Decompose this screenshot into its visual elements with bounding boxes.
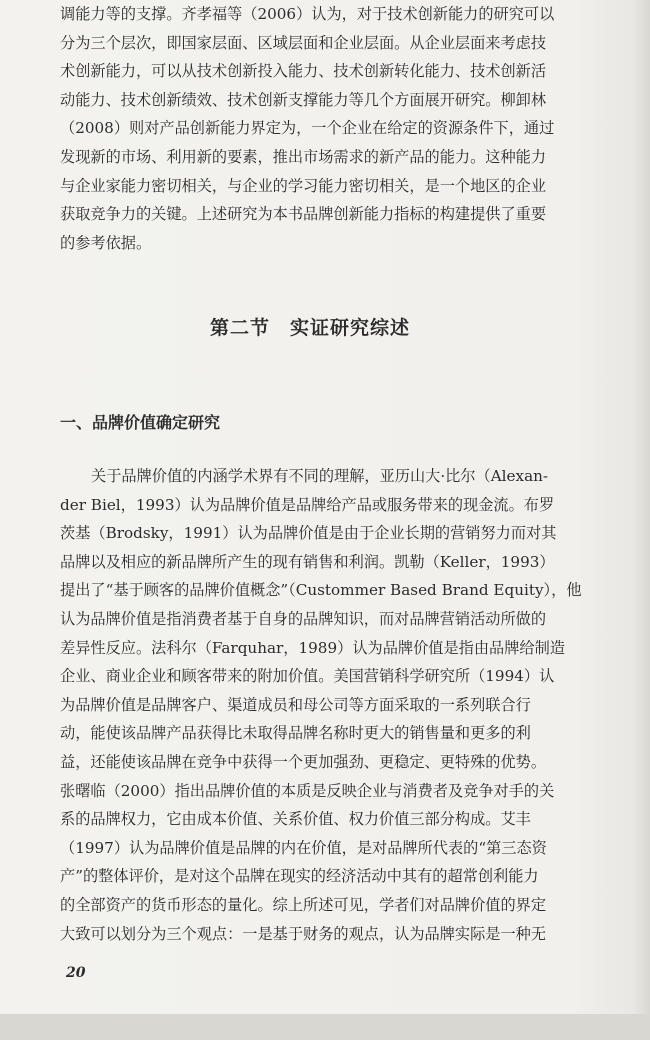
page-number: 20 <box>66 965 86 981</box>
page-edge-shadow <box>632 0 650 1040</box>
paragraph-brand-value <box>60 462 632 948</box>
text-line: 的全部资产的货币形态的量化。综上所述可见，学者们对品牌价值的界定 <box>60 895 546 914</box>
text-line: 调能力等的支撑。齐孝福等（2006）认为，对于技术创新能力的研究可以 <box>60 5 555 23</box>
text-line: 差异性反应。法科尔（Farquhar，1989）认为品牌价值是指由品牌给制造 <box>60 638 565 657</box>
text-line: 企业、商业企业和顾客带来的附加价值。美国营销科学研究所（1994）认 <box>60 667 555 686</box>
text-line: 发现新的市场、利用新的要素，推出市场需求的新产品的能力。这种能力 <box>60 147 546 166</box>
text-line: 系的品牌权力，它由成本价值、关系价值、权力价值三部分构成。艾丰 <box>60 810 531 829</box>
text-line: 动能力、技术创新绩效、技术创新支撑能力等几个方面展开研究。柳卸林 <box>60 90 546 109</box>
text-line: 为品牌价值是品牌客户、渠道成员和母公司等方面采取的一系列联合行 <box>60 695 531 714</box>
subsection-heading: 一、品牌价值确定研究 <box>60 413 221 432</box>
text-line: 提出了“基于顾客的品牌价值概念”（Custommer Based Brand Equity），他 <box>60 581 582 600</box>
text-line: 与企业家能力密切相关，与企业的学习能力密切相关，是一个地区的企业 <box>60 176 546 195</box>
text-line: 大致可以划分为三个观点：一是基于财务的观点，认为品牌实际是一种无 <box>60 924 546 943</box>
text-line: 益，还能使该品牌在竞争中获得一个更加强劲、更稳定、更特殊的优势。 <box>60 752 546 771</box>
bottom-margin-band <box>0 1014 650 1040</box>
text-line: 产”的整体评价，是对这个品牌在现实的经济活动中其有的超常创利能力 <box>60 867 539 886</box>
text-line: 茨基（Brodsky，1991）认为品牌价值是由于企业长期的营销努力而对其 <box>60 524 557 543</box>
text-line: 获取竞争力的关键。上述研究为本书品牌创新能力指标的构建提供了重要 <box>60 205 546 224</box>
text-line: 术创新能力，可以从技术创新投入能力、技术创新转化能力、技术创新活 <box>60 62 546 81</box>
text-line: 张曙临（2000）指出品牌价值的本质是反映企业与消费者及竞争对手的关 <box>60 781 555 800</box>
text-line: （1997）认为品牌价值是品牌的内在价值，是对品牌所代表的“第三态资 <box>60 838 547 857</box>
text-line: 的参考依据。 <box>60 233 152 252</box>
text-line: 品牌以及相应的新品牌所产生的现有销售和利润。凯勒（Keller，1993） <box>60 552 555 571</box>
text-line: 动，能使该品牌产品获得比未取得品牌名称时更大的销售量和更多的利 <box>60 724 531 743</box>
section-heading: 第二节 实证研究综述 <box>209 317 410 339</box>
text-line: 认为品牌价值是指消费者基于自身的品牌知识，而对品牌营销活动所做的 <box>60 609 546 628</box>
paragraph-capability-research <box>60 0 632 257</box>
text-line: der Biel，1993）认为品牌价值是品牌给产品或服务带来的现金流。布罗 <box>60 495 555 514</box>
text-line: 分为三个层次，即国家层面、区域层面和企业层面。从企业层面来考虑技 <box>60 33 546 52</box>
text-line: 关于品牌价值的内涵学术界有不同的理解，亚历山大·比尔（Alexan- <box>91 467 549 485</box>
text-line: （2008）则对产品创新能力界定为，一个企业在给定的资源条件下，通过 <box>60 119 555 138</box>
